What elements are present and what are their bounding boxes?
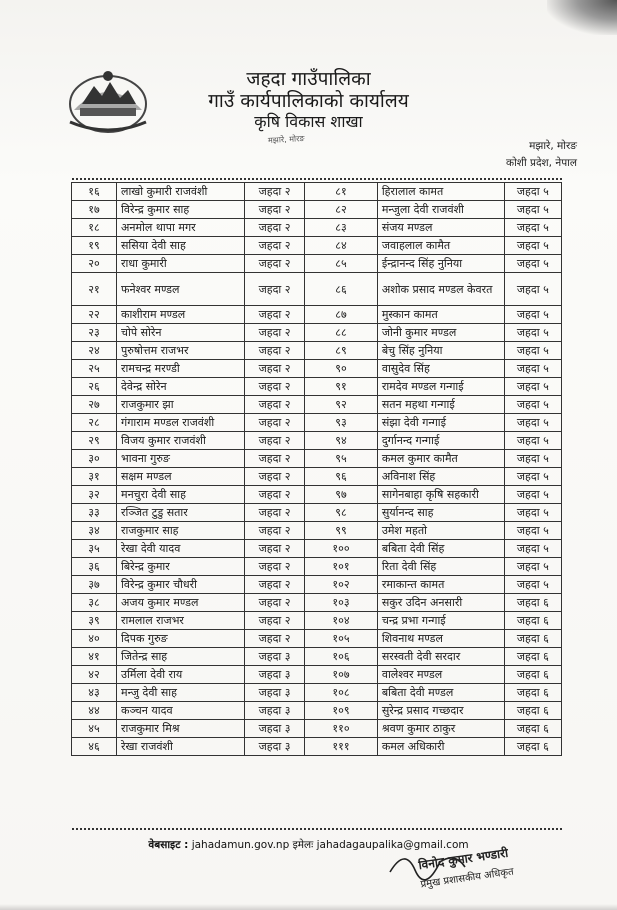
ward-cell: जहदा २ xyxy=(244,378,304,396)
serial-number-cell: २७ xyxy=(72,396,117,414)
farmer-name-cell: बबिता देवी सिंह xyxy=(377,540,504,558)
serial-number-cell: ९२ xyxy=(305,396,378,414)
farmer-name-cell: रञ्जित टुडु सतार xyxy=(117,504,245,522)
table-row xyxy=(72,504,562,522)
ward-cell: जहदा ३ xyxy=(244,648,304,666)
farmer-name-cell: हिरालाल कामत xyxy=(377,183,504,201)
serial-number-cell: १०२ xyxy=(305,576,378,594)
signatory-title: प्रमुख प्रशासकीय अधिकृत xyxy=(419,866,515,891)
table-row xyxy=(72,237,562,255)
ward-cell: जहदा ५ xyxy=(504,306,561,324)
farmer-name-cell: संझा देवी गन्गाई xyxy=(377,414,504,432)
serial-number-cell: १०० xyxy=(305,540,378,558)
farmer-name-cell: संजय मण्डल xyxy=(377,219,504,237)
table-row xyxy=(72,324,562,342)
table-row xyxy=(72,738,562,756)
serial-number-cell: ८८ xyxy=(305,324,378,342)
serial-number-cell: ८५ xyxy=(305,255,378,273)
serial-number-cell: २५ xyxy=(72,360,117,378)
ward-cell: जहदा ६ xyxy=(504,738,561,756)
table-row xyxy=(72,255,562,273)
table-row xyxy=(72,450,562,468)
farmer-name-cell: पुरुषोत्तम राजभर xyxy=(117,342,245,360)
farmer-name-cell: दुर्गानन्द गन्गाई xyxy=(377,432,504,450)
ward-cell: जहदा ५ xyxy=(504,522,561,540)
table-row xyxy=(72,273,562,306)
ward-cell: जहदा २ xyxy=(244,201,304,219)
ward-cell: जहदा ५ xyxy=(504,360,561,378)
serial-number-cell: ३६ xyxy=(72,558,117,576)
serial-number-cell: ८६ xyxy=(305,273,378,306)
farmer-name-cell: विरेन्द्र कुमार चौधरी xyxy=(117,576,245,594)
serial-number-cell: ९३ xyxy=(305,414,378,432)
farmer-name-cell: रामलाल राजभर xyxy=(117,612,245,630)
serial-number-cell: ९० xyxy=(305,360,378,378)
farmer-name-cell: वासुदेव सिंह xyxy=(377,360,504,378)
ward-cell: जहदा २ xyxy=(244,432,304,450)
page-corner-shadow xyxy=(547,0,617,35)
ward-cell: जहदा ६ xyxy=(504,720,561,738)
website-label: वेबसाइट : xyxy=(148,839,189,851)
ward-cell: जहदा ५ xyxy=(504,432,561,450)
serial-number-cell: १८ xyxy=(72,219,117,237)
table-row xyxy=(72,702,562,720)
serial-number-cell: ३८ xyxy=(72,594,117,612)
serial-number-cell: १०७ xyxy=(305,666,378,684)
farmer-name-cell: जोनी कुमार मण्डल xyxy=(377,324,504,342)
serial-number-cell: २४ xyxy=(72,342,117,360)
serial-number-cell: ४५ xyxy=(72,720,117,738)
farmer-name-cell: बबिता देवी मण्डल xyxy=(377,684,504,702)
serial-number-cell: ३५ xyxy=(72,540,117,558)
farmer-name-cell: रेखा राजवंशी xyxy=(117,738,245,756)
table-row xyxy=(72,183,562,201)
serial-number-cell: १७ xyxy=(72,201,117,219)
address-line-1: मझारे, मोरङ xyxy=(529,140,577,152)
ward-cell: जहदा २ xyxy=(244,342,304,360)
email-link[interactable]: jahadagaupalika@gmail.com xyxy=(316,839,469,851)
serial-number-cell: ८९ xyxy=(305,342,378,360)
farmer-name-cell: रेखा देवी यादव xyxy=(117,540,245,558)
farmer-name-cell: कमल अधिकारी xyxy=(377,738,504,756)
footer-divider xyxy=(72,828,562,830)
ward-cell: जहदा ५ xyxy=(504,558,561,576)
farmer-name-cell: गंगाराम मण्डल राजवंशी xyxy=(117,414,245,432)
ward-cell: जहदा ५ xyxy=(504,255,561,273)
serial-number-cell: २९ xyxy=(72,432,117,450)
ward-cell: जहदा ६ xyxy=(504,612,561,630)
farmer-name-cell: अजय कुमार मण्डल xyxy=(117,594,245,612)
farmer-name-cell: भावना गुरुङ xyxy=(117,450,245,468)
ward-cell: जहदा ६ xyxy=(504,648,561,666)
serial-number-cell: १६ xyxy=(72,183,117,201)
farmer-name-cell: राजकुमार मिश्र xyxy=(117,720,245,738)
farmer-name-cell: कञ्चन यादव xyxy=(117,702,245,720)
ward-cell: जहदा २ xyxy=(244,273,304,306)
ward-cell: जहदा ५ xyxy=(504,486,561,504)
serial-number-cell: ८४ xyxy=(305,237,378,255)
serial-number-cell: ९९ xyxy=(305,522,378,540)
ward-cell: जहदा २ xyxy=(244,576,304,594)
serial-number-cell: ९४ xyxy=(305,432,378,450)
ward-cell: जहदा २ xyxy=(244,594,304,612)
ward-cell: जहदा ५ xyxy=(504,183,561,201)
ward-cell: जहदा २ xyxy=(244,468,304,486)
farmer-name-cell: ईन्द्रानन्द सिंह नुनिया xyxy=(377,255,504,273)
farmer-name-cell: सुरेन्द्र प्रसाद गच्छदार xyxy=(377,702,504,720)
ward-cell: जहदा ५ xyxy=(504,237,561,255)
farmer-name-cell: चन्द्र प्रभा गन्गाई xyxy=(377,612,504,630)
farmer-name-cell: बेचु सिंह नुनिया xyxy=(377,342,504,360)
ward-cell: जहदा ३ xyxy=(244,666,304,684)
serial-number-cell: ३९ xyxy=(72,612,117,630)
table-row xyxy=(72,219,562,237)
farmer-name-cell: अशोक प्रसाद मण्डल केवरत xyxy=(377,273,504,306)
table-row xyxy=(72,684,562,702)
serial-number-cell: १०४ xyxy=(305,612,378,630)
ward-cell: जहदा ६ xyxy=(504,702,561,720)
table-row xyxy=(72,522,562,540)
serial-number-cell: ९७ xyxy=(305,486,378,504)
farmer-name-cell: दिपक गुरुङ xyxy=(117,630,245,648)
ward-cell: जहदा ५ xyxy=(504,468,561,486)
table-row xyxy=(72,594,562,612)
office-address xyxy=(506,138,577,172)
serial-number-cell: १०८ xyxy=(305,684,378,702)
farmer-name-cell: मनचुरा देवी साह xyxy=(117,486,245,504)
farmer-name-cell: उर्मिला देवी राय xyxy=(117,666,245,684)
farmer-name-cell: मुस्कान कामत xyxy=(377,306,504,324)
table-row xyxy=(72,201,562,219)
serial-number-cell: ८७ xyxy=(305,306,378,324)
table-row xyxy=(72,666,562,684)
farmer-name-cell: कमल कुमार कामैत xyxy=(377,450,504,468)
serial-number-cell: १९ xyxy=(72,237,117,255)
ward-cell: जहदा ५ xyxy=(504,342,561,360)
serial-number-cell: १०५ xyxy=(305,630,378,648)
farmer-name-cell: सतन महथा गन्गाई xyxy=(377,396,504,414)
address-line-2: कोशी प्रदेश, नेपाल xyxy=(506,157,577,169)
ward-cell: जहदा २ xyxy=(244,306,304,324)
serial-number-cell: ११० xyxy=(305,720,378,738)
serial-number-cell: ८१ xyxy=(305,183,378,201)
farmer-name-cell: राधा कुमारी xyxy=(117,255,245,273)
table-row xyxy=(72,612,562,630)
farmer-name-cell: मन्जुला देवी राजवंशी xyxy=(377,201,504,219)
farmer-name-cell: लाखो कुमारी राजवंशी xyxy=(117,183,245,201)
serial-number-cell: ८२ xyxy=(305,201,378,219)
serial-number-cell: ९१ xyxy=(305,378,378,396)
ward-cell: जहदा २ xyxy=(244,612,304,630)
farmer-name-cell: उमेश महतो xyxy=(377,522,504,540)
farmer-name-cell: शिवनाथ मण्डल xyxy=(377,630,504,648)
ward-cell: जहदा ५ xyxy=(504,324,561,342)
ward-cell: जहदा ५ xyxy=(504,273,561,306)
table-row xyxy=(72,342,562,360)
farmer-name-cell: चोपे सोरेन xyxy=(117,324,245,342)
farmer-name-cell: राजकुमार साह xyxy=(117,522,245,540)
farmer-name-cell: विजय कुमार राजवंशी xyxy=(117,432,245,450)
ward-cell: जहदा ३ xyxy=(244,720,304,738)
serial-number-cell: ३१ xyxy=(72,468,117,486)
serial-number-cell: १११ xyxy=(305,738,378,756)
office-stamp: मझारे, मोरङ xyxy=(267,134,305,145)
farmer-name-cell: बिरेन्द्र कुमार xyxy=(117,558,245,576)
serial-number-cell: ४१ xyxy=(72,648,117,666)
serial-number-cell: ४६ xyxy=(72,738,117,756)
ward-cell: जहदा २ xyxy=(244,450,304,468)
serial-number-cell: ३४ xyxy=(72,522,117,540)
farmer-name-cell: अनमोल थापा मगर xyxy=(117,219,245,237)
farmer-name-cell: सागेनबाहा कृषि सहकारी xyxy=(377,486,504,504)
ward-cell: जहदा २ xyxy=(244,219,304,237)
serial-number-cell: ४४ xyxy=(72,702,117,720)
farmer-name-cell: देवेन्द्र सोरेन xyxy=(117,378,245,396)
ward-cell: जहदा २ xyxy=(244,486,304,504)
signatory-name: विनोद कुमार भण्डारी xyxy=(417,845,509,873)
ward-cell: जहदा ५ xyxy=(504,396,561,414)
serial-number-cell: १०१ xyxy=(305,558,378,576)
table-row xyxy=(72,648,562,666)
farmer-name-cell: फनेश्वर मण्डल xyxy=(117,273,245,306)
farmer-name-cell: जितेन्द्र साह xyxy=(117,648,245,666)
municipality-name: जहदा गाउँपालिका xyxy=(246,68,371,90)
serial-number-cell: ३२ xyxy=(72,486,117,504)
serial-number-cell: ८३ xyxy=(305,219,378,237)
table-row xyxy=(72,360,562,378)
ward-cell: जहदा ५ xyxy=(504,378,561,396)
table-row xyxy=(72,432,562,450)
farmer-name-cell: सक्षम मण्डल xyxy=(117,468,245,486)
serial-number-cell: ४३ xyxy=(72,684,117,702)
ward-cell: जहदा २ xyxy=(244,396,304,414)
ward-cell: जहदा ५ xyxy=(504,540,561,558)
farmer-name-cell: सकुर उदिन अनसारी xyxy=(377,594,504,612)
serial-number-cell: ९६ xyxy=(305,468,378,486)
table-row xyxy=(72,630,562,648)
office-name: गाउँ कार्यपालिकाको कार्यालय xyxy=(208,90,409,112)
ward-cell: जहदा २ xyxy=(244,324,304,342)
farmer-name-cell: रमाकान्त कामत xyxy=(377,576,504,594)
ward-cell: जहदा ३ xyxy=(244,684,304,702)
ward-cell: जहदा ५ xyxy=(504,201,561,219)
serial-number-cell: १०३ xyxy=(305,594,378,612)
serial-number-cell: ३७ xyxy=(72,576,117,594)
website-link[interactable]: jahadamun.gov.np xyxy=(191,839,290,851)
ward-cell: जहदा ५ xyxy=(504,504,561,522)
table-row xyxy=(72,396,562,414)
ward-cell: जहदा ५ xyxy=(504,450,561,468)
farmer-name-cell: मन्जु देवी साह xyxy=(117,684,245,702)
ward-cell: जहदा ५ xyxy=(504,576,561,594)
ward-cell: जहदा २ xyxy=(244,255,304,273)
scan-edge-shadow xyxy=(0,904,617,910)
farmer-name-cell: अविनाश सिंह xyxy=(377,468,504,486)
ward-cell: जहदा ५ xyxy=(504,219,561,237)
table-row xyxy=(72,414,562,432)
serial-number-cell: २२ xyxy=(72,306,117,324)
serial-number-cell: २१ xyxy=(72,273,117,306)
table-row xyxy=(72,720,562,738)
farmer-name-cell: वालेश्वर मण्डल xyxy=(377,666,504,684)
serial-number-cell: ४० xyxy=(72,630,117,648)
farmer-name-cell: सरस्वती देवी सरदार xyxy=(377,648,504,666)
farmer-name-cell: श्रवण कुमार ठाकुर xyxy=(377,720,504,738)
farmer-name-cell: राजकुमार झा xyxy=(117,396,245,414)
letterhead xyxy=(0,68,617,132)
ward-cell: जहदा ६ xyxy=(504,630,561,648)
serial-number-cell: १०९ xyxy=(305,702,378,720)
ward-cell: जहदा २ xyxy=(244,522,304,540)
ward-cell: जहदा २ xyxy=(244,540,304,558)
email-label: इमेलः xyxy=(292,839,314,851)
ward-cell: जहदा ५ xyxy=(504,414,561,432)
ward-cell: जहदा २ xyxy=(244,630,304,648)
ward-cell: जहदा ६ xyxy=(504,666,561,684)
table-row xyxy=(72,306,562,324)
farmer-name-cell: ससिया देवी साह xyxy=(117,237,245,255)
farmer-name-cell: रिता देवी सिंह xyxy=(377,558,504,576)
table-row xyxy=(72,558,562,576)
farmer-list-table xyxy=(71,182,562,756)
serial-number-cell: १०६ xyxy=(305,648,378,666)
serial-number-cell: २६ xyxy=(72,378,117,396)
serial-number-cell: ४२ xyxy=(72,666,117,684)
ward-cell: जहदा २ xyxy=(244,183,304,201)
ward-cell: जहदा ३ xyxy=(244,702,304,720)
farmer-name-cell: रामदेव मण्डल गन्गाई xyxy=(377,378,504,396)
table-row xyxy=(72,378,562,396)
farmer-name-cell: जवाहलाल कामैत xyxy=(377,237,504,255)
farmer-name-cell: रामचन्द्र मरण्डी xyxy=(117,360,245,378)
table-row xyxy=(72,576,562,594)
farmer-name-cell: विरेन्द्र कुमार साह xyxy=(117,201,245,219)
ward-cell: जहदा ६ xyxy=(504,684,561,702)
department-name: कृषि विकास शाखा xyxy=(254,112,363,131)
serial-number-cell: २३ xyxy=(72,324,117,342)
header-divider xyxy=(72,178,562,180)
serial-number-cell: ९८ xyxy=(305,504,378,522)
ward-cell: जहदा २ xyxy=(244,414,304,432)
ward-cell: जहदा २ xyxy=(244,360,304,378)
farmer-name-cell: काशीराम मण्डल xyxy=(117,306,245,324)
serial-number-cell: ३० xyxy=(72,450,117,468)
farmer-name-cell: सुर्यानन्द साह xyxy=(377,504,504,522)
serial-number-cell: ३३ xyxy=(72,504,117,522)
table-row xyxy=(72,486,562,504)
ward-cell: जहदा ३ xyxy=(244,738,304,756)
ward-cell: जहदा २ xyxy=(244,237,304,255)
table-row xyxy=(72,468,562,486)
ward-cell: जहदा २ xyxy=(244,558,304,576)
ward-cell: जहदा २ xyxy=(244,504,304,522)
table-row xyxy=(72,540,562,558)
ward-cell: जहदा ६ xyxy=(504,594,561,612)
serial-number-cell: ९५ xyxy=(305,450,378,468)
serial-number-cell: २८ xyxy=(72,414,117,432)
serial-number-cell: २० xyxy=(72,255,117,273)
